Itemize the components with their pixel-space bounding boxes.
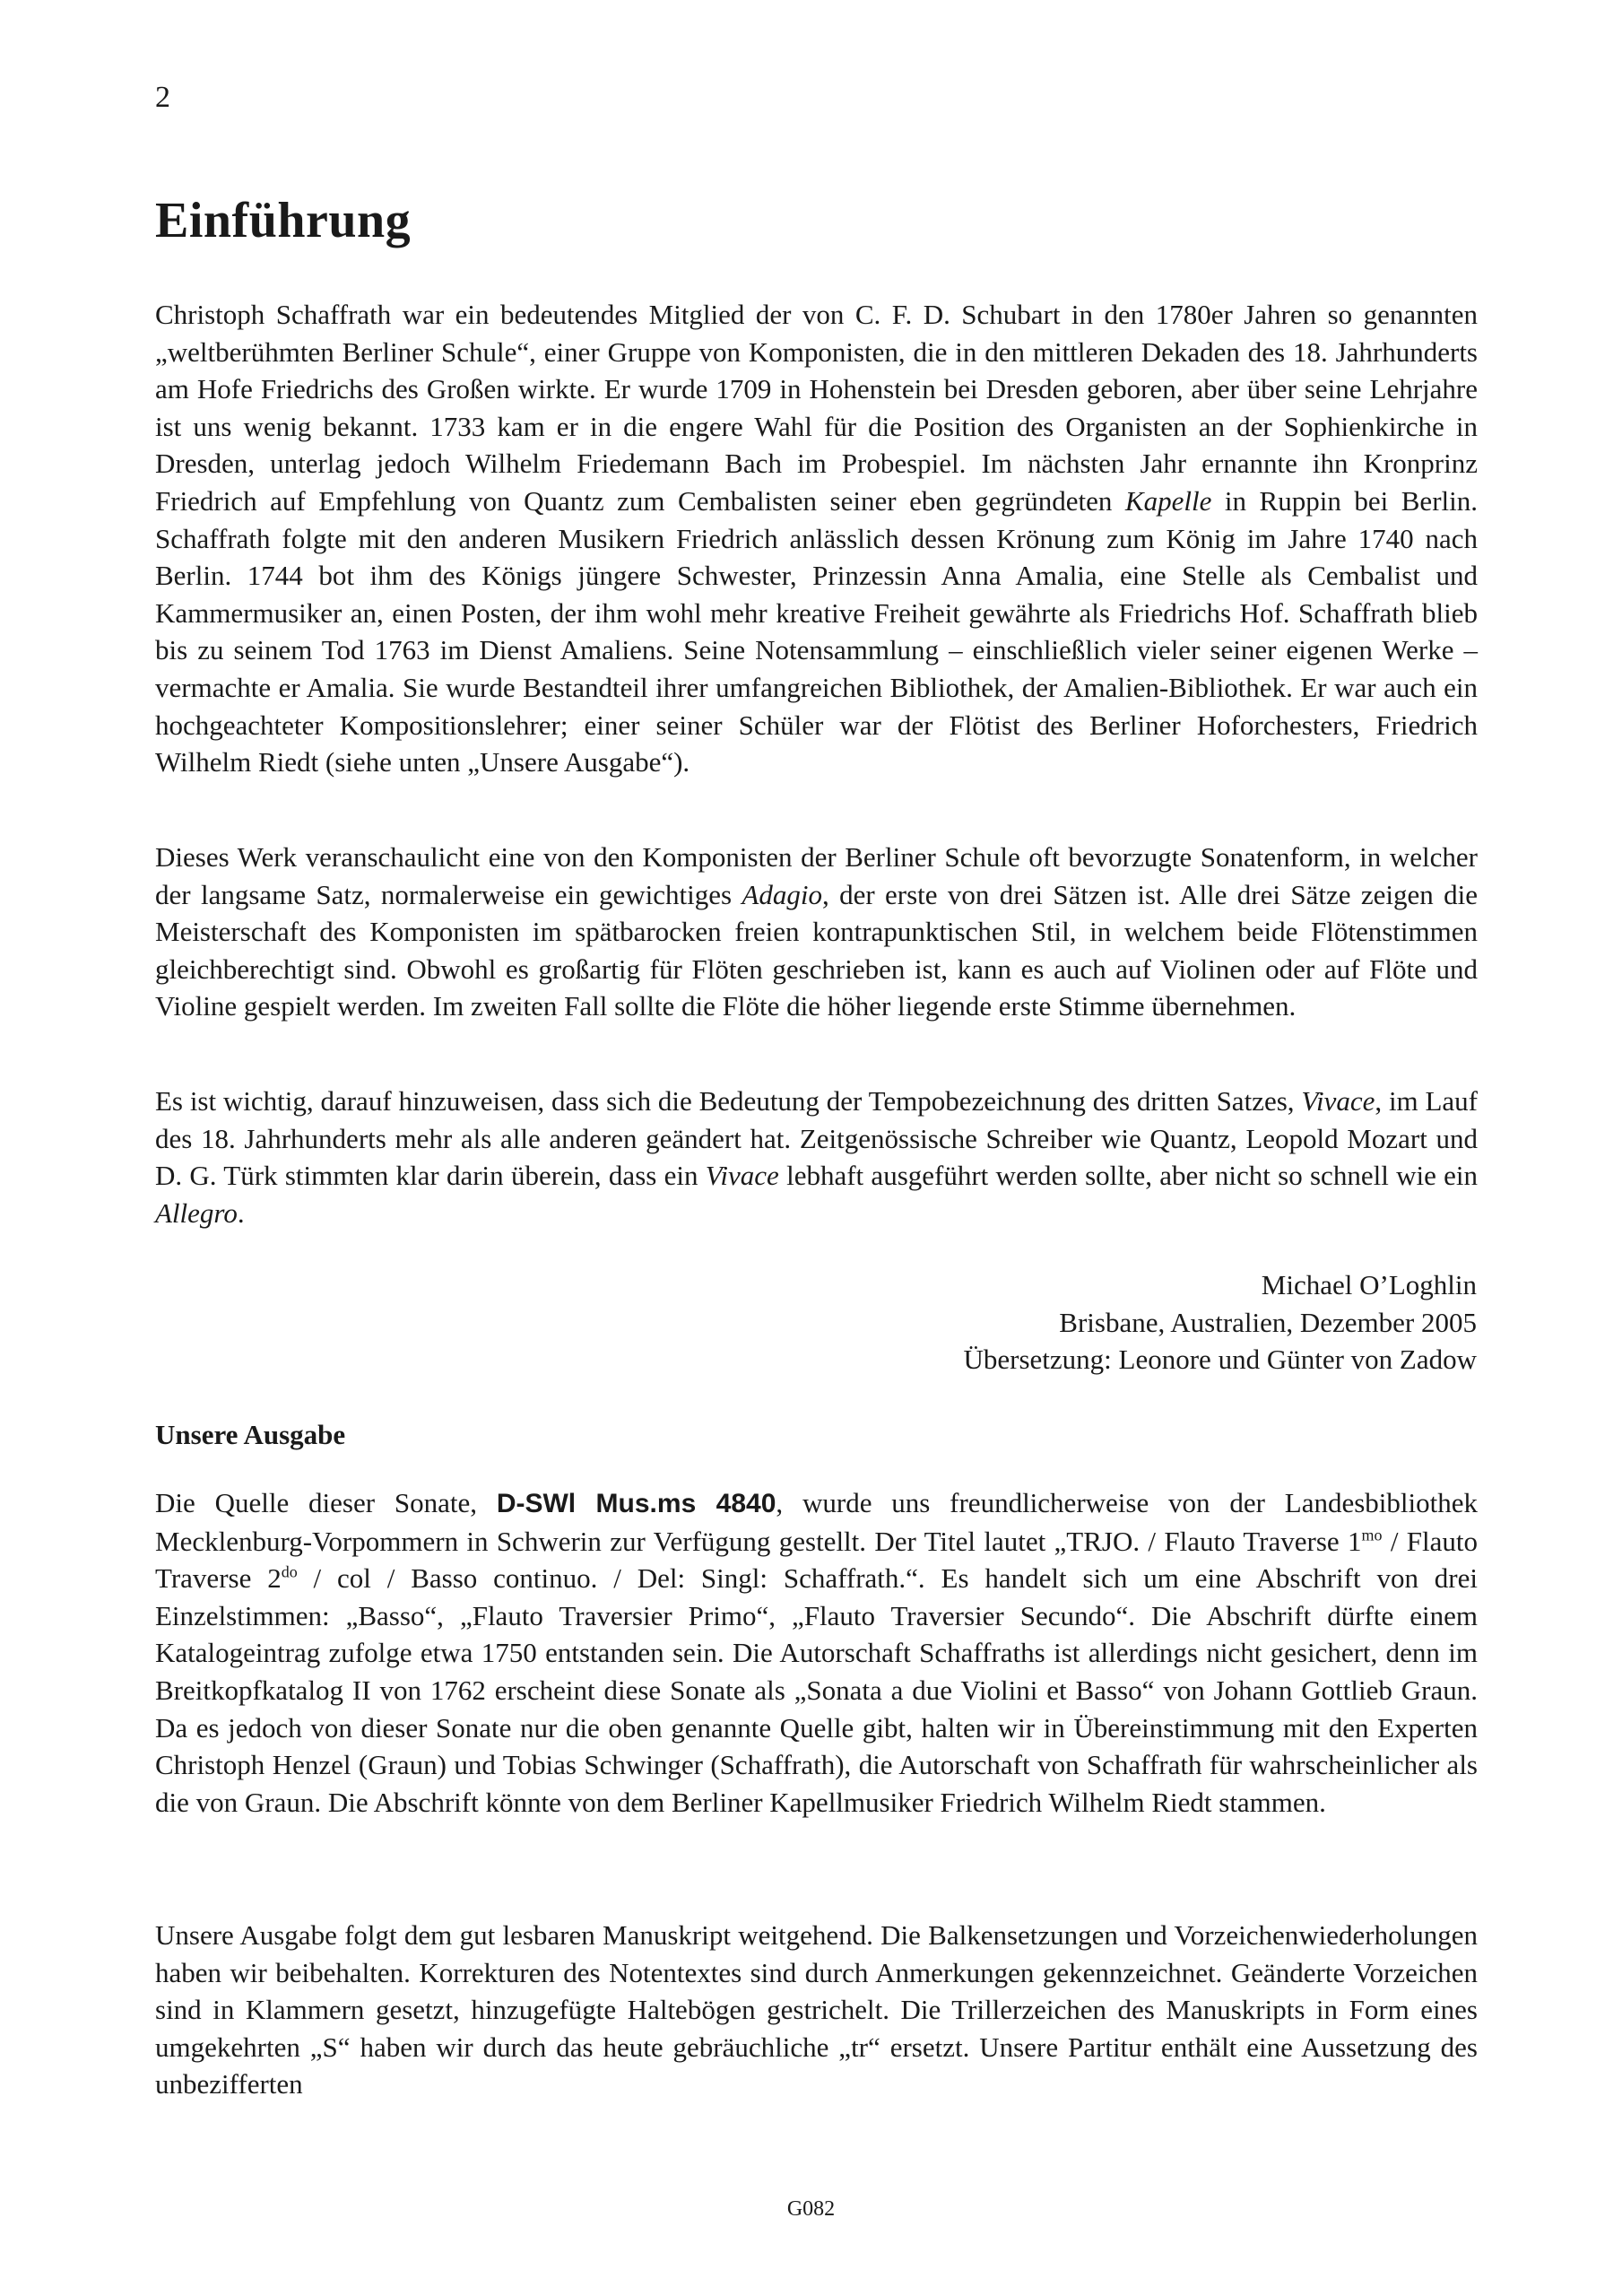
italic-term: Kapelle xyxy=(1124,484,1212,517)
text-run: Dieses Werk veranschaulicht eine von den Komponisten der Berliner Schule oft bevorzugte Sonatenform, in welcher der langsame Satz, normalerweise ein gewichtiges xyxy=(155,841,1478,910)
section-heading: Unsere Ausgabe xyxy=(155,1419,346,1450)
signature-block xyxy=(964,1266,1477,1378)
text-run: Es ist wichtig, darauf hinzuweisen, dass sich die Bedeutung der Tempobezeichnung des dritten Satzes, xyxy=(155,1085,1302,1117)
footer-catalog-code: G082 xyxy=(786,2197,836,2221)
text-run: / col / Basso continuo. / Del: Singl: Schaffrath.“. Es handelt sich um eine Abschrift von drei Einzelstimmen: „Basso“, „Flauto Traversier Primo“, „Flauto Traversier Secundo“. Die Abschrift dürfte einem Katalogeintrag zufolge etwa 1750 entstanden sein. Die Autorschaft Schaffraths ist allerdings nicht gesichert, denn im Breitkopfkatalog II von 1762 erscheint diese Sonate als „Sonata a due Violini et Basso“ von Johann Gottlieb Graun. Da es jedoch von dieser Sonate nur die oben genannte Quelle gibt, halten wir in Übereinstimmung mit den Experten Christoph Henzel (Graun) und Tobias Schwinger (Schaffrath), die Autorschaft von Schaffrath für wahrscheinlicher als die von Graun. Die Abschrift könnte von dem Berliner Kapellmusiker Friedrich Wilhelm Riedt stammen. xyxy=(155,1562,1478,1818)
signature-author: Michael O’Loghlin xyxy=(1261,1269,1477,1300)
intro-paragraph-2 xyxy=(155,839,1478,1025)
text-run: / Flauto Traverse 2 xyxy=(155,1525,1478,1595)
text-run: in Ruppin bei Berlin. Schaffrath folgte mit den anderen Musikern Friedrich anlässlich dessen Krönung zum König im Jahre 1740 nach Berlin. 1744 bot ihm des Königs jüngere Schwester, Prinzessin Anna Amalia, eine Stelle als Cembalist und Kammermusiker an, einen Posten, der ihm wohl mehr kreative Freiheit gewährte als Friedrichs Hof. Schaffrath blieb bis zu seinem Tod 1763 im Dienst Amaliens. Seine Notensammlung – einschließlich vieler seiner eigenen Werke – vermachte er Amalia. Sie wurde Bestandteil ihrer umfangreichen Bibliothek, der Amalien-Bibliothek. Er war auch ein hochgeachteter Kompositionslehrer; einer seiner Schüler war der Flötist des Berliner Hoforchesters, Friedrich Wilhelm Riedt (siehe unten „Unsere Ausgabe“). xyxy=(155,484,1478,778)
text-run: , im Lauf des 18. Jahrhunderts mehr als alle anderen geändert hat. Zeitgenössische Schreiber wie Quantz, Leopold Mozart und D. G. Türk stimmten klar darin überein, dass ein xyxy=(155,1085,1479,1192)
italic-term: Vivace xyxy=(1301,1085,1375,1117)
source-reference: D-SWl Mus.ms 4840 xyxy=(496,1489,776,1518)
text-run: Christoph Schaffrath war ein bedeutendes Mitglied der von C. F. D. Schubart in den 1780er Jahren so genannten „weltberühmten Berliner Schule“, einer Gruppe von Komponisten, die in den mittleren Dekaden des 18. Jahrhunderts am Hofe Friedrichs des Großen wirkte. Er wurde 1709 in Hohenstein bei Dresden geboren, aber über seine Lehrjahre ist uns wenig bekannt. 1733 kam er in die engere Wahl für die Position des Organisten an der Sophienkirche in Dresden, unterlag jedoch Wilhelm Friedemann Bach im Probespiel. Im nächsten Jahr ernannte ihn Kronprinz Friedrich auf Empfehlung von Quantz zum Cembalisten seiner eben gegründeten xyxy=(155,299,1478,517)
intro-paragraph-1 xyxy=(155,296,1478,781)
text-run: lebhaft ausgeführt werden sollte, aber nicht so schnell wie ein xyxy=(778,1160,1478,1192)
superscript: mo xyxy=(1361,1526,1383,1544)
superscript: do xyxy=(281,1562,298,1581)
text-run: . xyxy=(237,1196,245,1229)
signature-translation: Übersetzung: Leonore und Günter von Zadow xyxy=(963,1344,1477,1376)
edition-paragraph-2: Unsere Ausgabe folgt dem gut lesbaren Manuskript weitgehend. Die Balkensetzungen und Vorzeichenwiederholungen haben wir beibehalten. Korrekturen des Notentextes sind durch Anmerkungen gekennzeichnet. Geänderte Vorzeichen sind in Klammern gesetzt, hinzugefügte Haltebögen gestrichelt. Die Trillerzeichen des Manuskripts in Form eines umgekehrten „S“ haben wir durch das heute gebräuchliche „tr“ ersetzt. Unsere Partitur enthält eine Aussetzung des unbezifferten xyxy=(155,1919,1478,2100)
page-title: Einführung xyxy=(155,193,412,248)
text-run: , der erste von drei Sätzen ist. Alle drei Sätze zeigen die Meisterschaft des Komponisten im spätbarocken freien kontrapunktischen Stil, in welchem beide Flötenstimmen gleichberechtigt sind. Obwohl es großartig für Flöten geschrieben ist, kann es auch auf Violinen oder auf Flöte und Violine gespielt werden. Im zweiten Fall sollte die Flöte die höher liegende erste Stimme übernehmen. xyxy=(155,878,1479,1022)
text-run: , wurde uns freundlicherweise von der Landesbibliothek Mecklenburg-Vorpommern in Schwerin zur Verfügung gestellt. Der Titel lautet „TRJO. / Flauto Traverse 1 xyxy=(155,1487,1479,1557)
text-run: Die Quelle dieser Sonate, xyxy=(155,1487,497,1518)
italic-term: Vivace xyxy=(705,1160,779,1192)
page-number: 2 xyxy=(155,81,170,114)
edition-paragraph-1 xyxy=(155,1484,1478,1821)
italic-term: Adagio xyxy=(742,878,822,910)
intro-paragraph-3 xyxy=(155,1083,1478,1231)
italic-term: Allegro xyxy=(155,1196,238,1229)
signature-place-date: Brisbane, Australien, Dezember 2005 xyxy=(1059,1306,1477,1338)
